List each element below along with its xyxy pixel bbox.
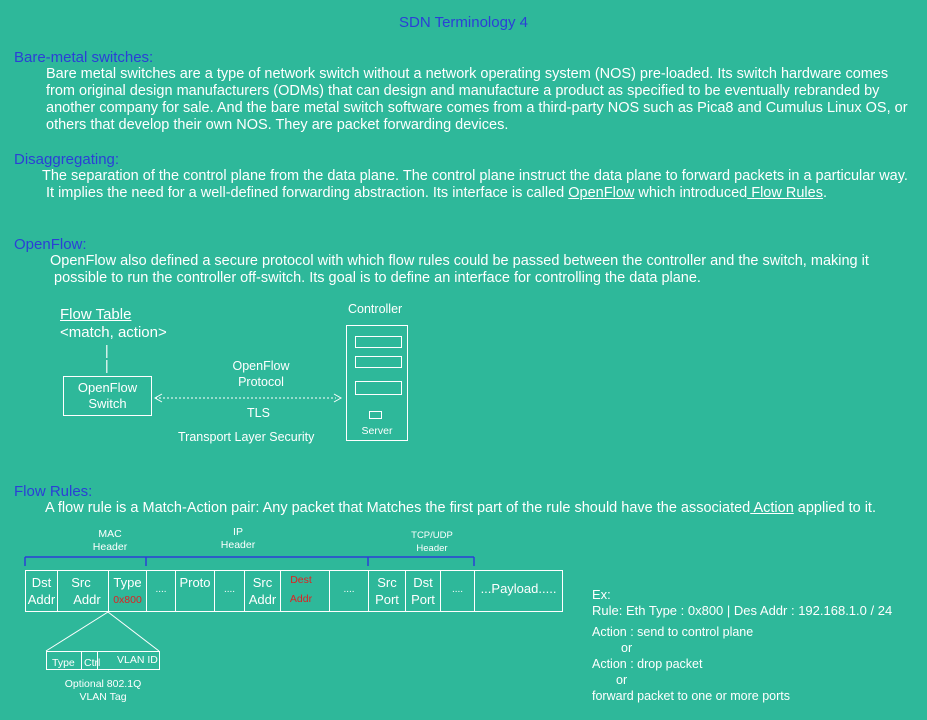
tcp-header-line-2: Header: [416, 543, 448, 554]
openflow-heading: OpenFlow:: [14, 236, 87, 253]
src-addr-line-2: Addr: [73, 592, 101, 607]
tls-label: TLS: [247, 406, 270, 420]
cell-payload: [474, 570, 563, 612]
dst-addr-line-2: Addr: [27, 592, 56, 607]
ip-header-line-1: IP: [233, 526, 243, 538]
src-port-line-2: Port: [375, 592, 399, 607]
cell-proto: [175, 570, 215, 612]
vlan-caption-line-2: VLAN Tag: [79, 691, 127, 703]
example-label: Ex:: [592, 587, 611, 602]
disaggregating-line-1: The separation of the control plane from the data plane. The control plane instruct the data plane to forward packets in a particular way.: [42, 168, 908, 184]
dots-2: ....: [223, 584, 236, 595]
example-or-1: or: [621, 641, 633, 655]
proto-label: Proto: [179, 575, 211, 590]
bare-metal-line-2: from original design manufacturers (ODMs) that can design and manufacture a product as specified to be eventually rebranded by: [46, 83, 880, 99]
protocol-label-2: Protocol: [238, 375, 284, 389]
vlan-ctrl-label: Ctrl: [84, 657, 101, 669]
openflow-link[interactable]: OpenFlow: [568, 185, 635, 201]
connector-pipe-1: |: [105, 342, 109, 358]
mac-header-line-1: MAC: [98, 528, 122, 540]
dots-3: ....: [343, 584, 355, 595]
vlan-caption-line-1: Optional 802.1Q: [64, 678, 142, 690]
dst-port-line-2: Port: [411, 592, 435, 607]
ip-dest-line-1: Dest: [290, 574, 312, 586]
cell-src-port: [368, 570, 406, 612]
bare-metal-line-4: others that develop their own NOS. They are packet forwarding devices.: [46, 117, 509, 133]
cell-type: [108, 570, 147, 612]
openflow-line-1: OpenFlow also defined a secure protocol with which flow rules could be passed between the controller and the switch, making it: [50, 253, 869, 269]
flow-rules-link[interactable]: Flow Rules: [747, 185, 823, 201]
cell-dots-3: [329, 570, 369, 612]
server-label: Server: [361, 425, 393, 437]
ip-header-line-2: Header: [220, 539, 256, 551]
example-action-2: Action : drop packet: [592, 657, 703, 671]
vlan-tag-box: [46, 651, 160, 670]
vlan-type-label: Type: [52, 657, 75, 669]
protocol-label-1: OpenFlow: [232, 359, 290, 373]
switch-label-2: Switch: [88, 396, 127, 411]
controller-label: Controller: [348, 302, 403, 316]
example-action-1: Action : send to control plane: [592, 625, 754, 639]
payload-label: ...Payload.....: [480, 581, 557, 596]
connector-pipe-2: |: [105, 357, 109, 373]
cell-dst-port: [405, 570, 441, 612]
cell-dots-4: [440, 570, 475, 612]
cell-dots-2: [214, 570, 245, 612]
flow-rules-text: A flow rule is a Match-Action pair: Any packet that Matches the first part of the rule should have the associated: [45, 500, 751, 516]
vlan-caption: [62, 678, 144, 704]
dots-1: ....: [155, 584, 167, 595]
action-link[interactable]: Action: [750, 500, 794, 516]
src-port-line-1: Src: [377, 575, 397, 590]
openflow-line-2: possible to run the controller off-switch. Its goal is to define an interface for controlling the data plane.: [54, 270, 701, 286]
bare-metal-line-3: another company for sale. And the bare metal switch software comes from a third-party NOS such as Pica8 and Cumulus Linux OS, or: [46, 100, 908, 116]
tcp-header-line-1: TCP/UDP: [411, 530, 453, 541]
mac-header-line-2: Header: [92, 541, 128, 553]
dst-port-line-1: Dst: [413, 575, 433, 590]
cell-dots-1: [146, 570, 176, 612]
disaggregating-heading: Disaggregating:: [14, 151, 120, 168]
tls-full-label: Transport Layer Security: [178, 430, 315, 444]
flow-rules-heading: Flow Rules:: [14, 483, 93, 500]
disaggregating-text: It implies the need for a well-defined forwarding abstraction. Its interface is called: [46, 185, 569, 201]
vlan-id-label: VLAN ID: [117, 654, 158, 666]
flow-table-label: Flow Table: [60, 306, 132, 323]
match-action-label: <match, action>: [60, 324, 167, 341]
switch-label-1: OpenFlow: [77, 380, 138, 395]
src-addr-line-1: Src: [71, 575, 91, 590]
bare-metal-line-1: Bare metal switches are a type of network switch without a network operating system (NOS) pre-loaded. Its switch hardware comes: [46, 66, 889, 82]
ip-src-line-2: Addr: [248, 592, 277, 607]
disaggregating-text-end: .: [822, 185, 827, 201]
bare-metal-heading: Bare-metal switches:: [14, 49, 154, 66]
cell-src-addr: [57, 570, 109, 612]
page-title: SDN Terminology 4: [399, 14, 528, 31]
example-or-2: or: [616, 673, 628, 687]
flow-rules-text-end: applied to it.: [793, 500, 876, 516]
type-label: Type: [113, 575, 142, 590]
example-action-3: forward packet to one or more ports: [592, 689, 791, 703]
cell-ip-dest: [280, 570, 330, 612]
ip-src-line-1: Src: [252, 575, 273, 590]
dst-addr-line-1: Dst: [31, 575, 52, 590]
disaggregating-text-mid: which introduced: [634, 185, 748, 201]
dots-4: ....: [451, 584, 464, 595]
type-value: 0x800: [113, 594, 142, 606]
example-rule: Rule: Eth Type : 0x800 | Des Addr : 192.168.1.0 / 24: [592, 603, 893, 618]
ip-dest-line-2: Addr: [289, 593, 313, 605]
